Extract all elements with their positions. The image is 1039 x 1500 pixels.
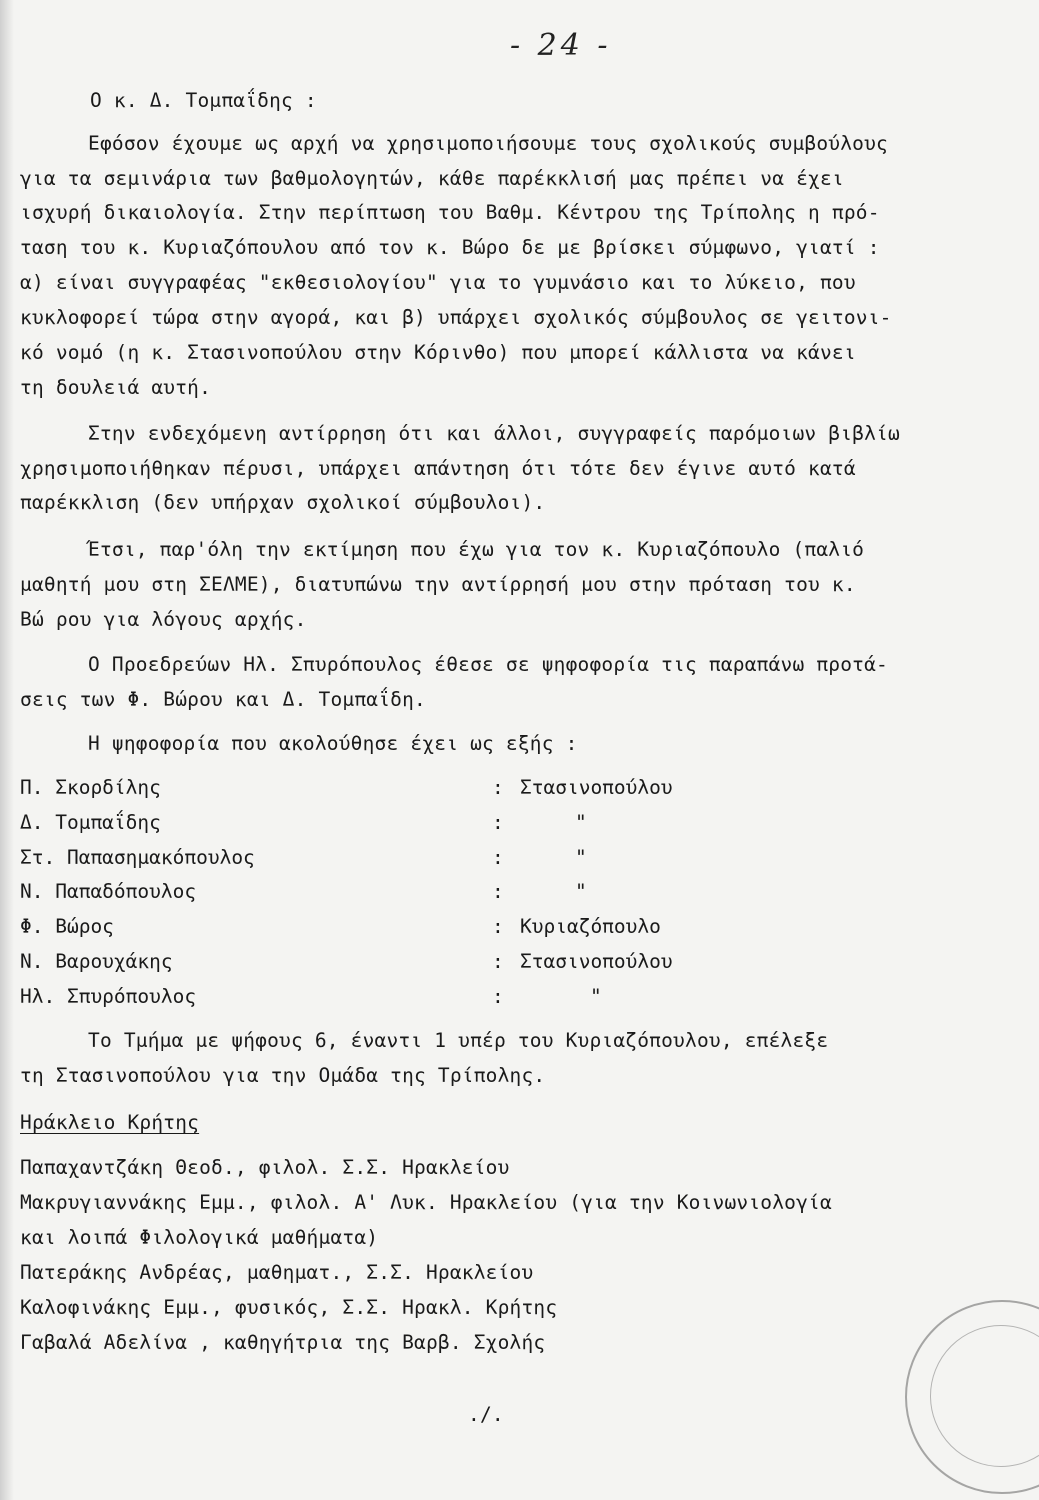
voter-name: Φ. Βώρος xyxy=(20,915,114,938)
vote-value: Στασινοπούλου xyxy=(520,776,673,799)
text-line: μαθητή μου στη ΣΕΛΜΕ), διατυπώνω την αντίρρησή μου στην πρόταση του κ. xyxy=(20,573,856,596)
vote-value: " xyxy=(575,846,587,869)
voter-name: Στ. Παπασημακόπουλος xyxy=(20,846,255,869)
text-line: τη δουλειά αυτή. xyxy=(20,376,212,399)
vote-colon: : xyxy=(492,880,504,903)
paragraph-5: Η ψηφοφορία που ακολούθησε έχει ως εξής : xyxy=(88,732,578,755)
list-item: Μακρυγιαννάκης Εμμ., φιλολ. Α' Λυκ. Ηρακλείου (για την Κοινωνιολογία xyxy=(20,1191,832,1214)
voter-name: Π. Σκορδίλης xyxy=(20,776,161,799)
text-line: κυκλοφορεί τώρα στην αγορά, και β) υπάρχει σχολικός σύμβουλος σε γειτονι- xyxy=(20,306,892,329)
text-line: Εφόσον έχουμε ως αρχή να χρησιμοποιήσουμε τους σχολικούς συμβούλους xyxy=(88,132,888,155)
text-line: παρέκκλιση (δεν υπήρχαν σχολικοί σύμβουλοι). xyxy=(20,491,546,514)
vote-value: " xyxy=(575,880,587,903)
text-line: Στην ενδεχόμενη αντίρρηση ότι και άλλοι, συγγραφείς παρόμοιων βιβλίω xyxy=(88,422,900,445)
text-line: ταση του κ. Κυριαζόπουλου από τον κ. Βώρο δε με βρίσκει σύμφωνο, γιατί : xyxy=(20,236,880,259)
vote-colon: : xyxy=(492,950,504,973)
page-number: - 24 - xyxy=(510,28,612,63)
list-item: Πατεράκης Ανδρέας, μαθηματ., Σ.Σ. Ηρακλείου xyxy=(20,1261,534,1284)
vote-colon: : xyxy=(492,776,504,799)
vote-colon: : xyxy=(492,811,504,834)
voter-name: Ν. Παπαδόπουλος xyxy=(20,880,197,903)
text-line: Βώ ρου για λόγους αρχής. xyxy=(20,608,307,631)
vote-value: Στασινοπούλου xyxy=(520,950,673,973)
page-edge-shadow xyxy=(0,0,14,1500)
text-line: ισχυρή δικαιολογία. Στην περίπτωση του Βαθμ. Κέντρου της Τρίπολης η πρό- xyxy=(20,201,880,224)
section-heading: Ηράκλειο Κρήτης xyxy=(20,1111,200,1134)
text-line: για τα σεμινάρια των βαθμολογητών, κάθε παρέκκλισή μας πρέπει να έχει xyxy=(20,167,844,190)
text-line: Το Τμήμα με ψήφους 6, έναντι 1 υπέρ του Κυριαζόπουλου, επέλεξε xyxy=(88,1029,829,1052)
text-line: κό νομό (η κ. Στασινοπούλου στην Κόρινθο) που μπορεί κάλλιστα να κάνει xyxy=(20,341,856,364)
voter-name: Δ. Τομπαΐδης xyxy=(20,811,161,834)
list-item: Καλοφινάκης Εμμ., φυσικός, Σ.Σ. Ηρακλ. Κρήτης xyxy=(20,1296,558,1319)
text-line: τη Στασινοπούλου για την Ομάδα της Τρίπολης. xyxy=(20,1064,546,1087)
vote-value: " xyxy=(575,811,587,834)
continuation-mark: ./. xyxy=(468,1403,504,1426)
vote-colon: : xyxy=(492,985,504,1008)
speaker-heading: Ο κ. Δ. Τομπαΐδης : xyxy=(90,89,317,112)
list-item: Γαβαλά Αδελίνα , καθηγήτρια της Βαρβ. Σχολής xyxy=(20,1331,546,1354)
list-item: Παπαχαντζάκη Θεοδ., φιλολ. Σ.Σ. Ηρακλείου xyxy=(20,1156,510,1179)
text-line: α) είναι συγγραφέας "εκθεσιολογίου" για το γυμνάσιο και το λύκειο, που xyxy=(20,271,856,294)
vote-value: Κυριαζόπουλο xyxy=(520,915,661,938)
text-line: χρησιμοποιήθηκαν πέρυσι, υπάρχει απάντηση ότι τότε δεν έγινε αυτό κατά xyxy=(20,457,856,480)
voter-name: Ν. Βαρουχάκης xyxy=(20,950,173,973)
list-item: και λοιπά Φιλολογικά μαθήματα) xyxy=(20,1226,379,1249)
text-line: Ο Προεδρεύων Ηλ. Σπυρόπουλος έθεσε σε ψηφοφορία τις παραπάνω προτά- xyxy=(88,653,888,676)
vote-colon: : xyxy=(492,846,504,869)
vote-colon: : xyxy=(492,915,504,938)
text-line: Έτσι, παρ'όλη την εκτίμηση που έχω για τον κ. Κυριαζόπουλο (παλιό xyxy=(88,538,865,561)
voter-name: Ηλ. Σπυρόπουλος xyxy=(20,985,197,1008)
text-line: σεις των Φ. Βώρου και Δ. Τομπαΐδη. xyxy=(20,688,426,711)
vote-value: " xyxy=(590,985,602,1008)
